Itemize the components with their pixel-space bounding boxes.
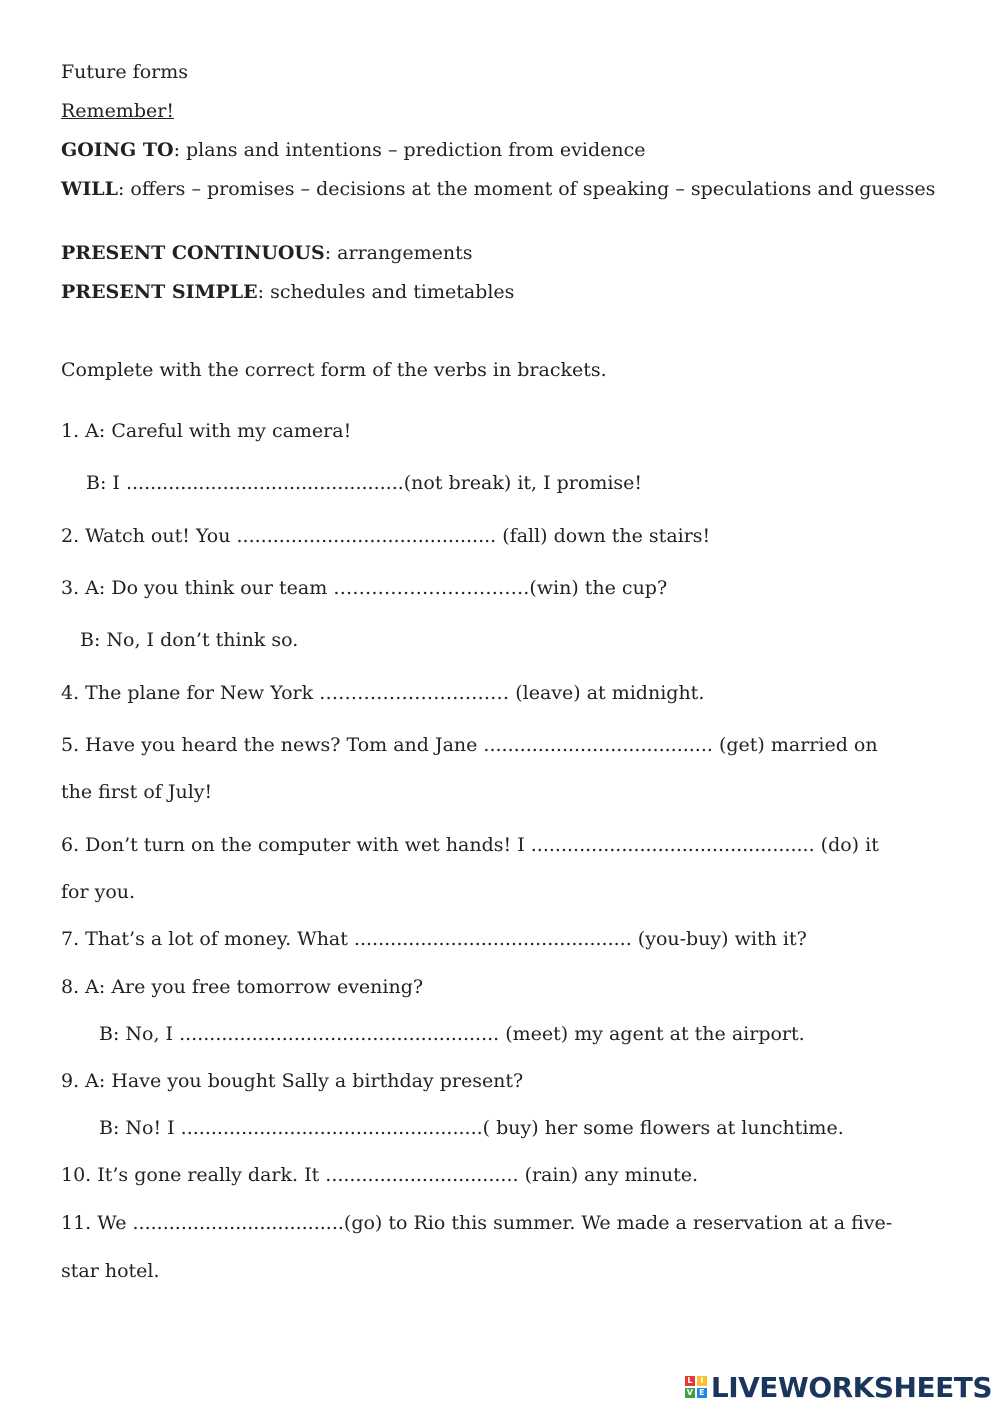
exercise-line: star hotel.: [61, 1260, 160, 1282]
logo-text: LIVEWORKSHEETS: [710, 1370, 992, 1404]
exercise-line: B: No, I don’t think so.: [80, 629, 299, 651]
remember-heading: Remember!: [61, 100, 174, 122]
exercise-line: 10. It’s gone really dark. It ................................ (rain) any minute.: [61, 1164, 698, 1186]
rule-desc: : plans and intentions – prediction from evidence: [173, 139, 646, 161]
exercise-line: 2. Watch out! You ........................................... (fall) down the stairs!: [61, 525, 711, 547]
logo-icon-letter: E: [697, 1388, 707, 1398]
liveworksheets-logo: [685, 1369, 992, 1405]
rule-term: WILL: [61, 178, 118, 200]
exercise-line: 4. The plane for New York ………………………… (leave) at midnight.: [61, 682, 705, 704]
rule-present-continuous: [61, 241, 473, 265]
rule-desc: : schedules and timetables: [257, 281, 515, 303]
exercise-line: 1. A: Careful with my camera!: [61, 420, 352, 442]
rule-going-to: [61, 138, 646, 162]
exercise-line: for you.: [61, 881, 136, 903]
rule-will: [61, 177, 941, 201]
rule-desc: : arrangements: [324, 242, 473, 264]
rule-present-simple: [61, 280, 514, 304]
exercise-line: B: No! I ..................................................( buy) her some flowers at lunchtime.: [99, 1117, 844, 1139]
page-title: Future forms: [61, 61, 188, 83]
exercise-line: 6. Don’t turn on the computer with wet hands! I ............................................... (do) it: [61, 834, 879, 856]
logo-icon: [685, 1376, 707, 1398]
exercise-line: B: I ..............................................(not break) it, I promise!: [86, 472, 643, 494]
logo-icon-letter: L: [685, 1376, 695, 1386]
instruction: Complete with the correct form of the verbs in brackets.: [61, 359, 607, 381]
exercise-line: 7. That’s a lot of money. What .............................................. (you-buy) with it?: [61, 928, 807, 950]
logo-icon-letter: V: [686, 1388, 693, 1397]
rule-term: PRESENT CONTINUOUS: [61, 242, 325, 264]
rule-term: GOING TO: [61, 139, 174, 161]
exercise-line: 9. A: Have you bought Sally a birthday present?: [61, 1070, 524, 1092]
logo-icon-letter: I: [697, 1376, 707, 1386]
exercise-line: 11. We ...................................(go) to Rio this summer. We made a reservation at a five-: [61, 1212, 893, 1234]
exercise-line: 5. Have you heard the news? Tom and Jane ...................................... (get) married on: [61, 734, 878, 756]
exercise-line: the first of July!: [61, 781, 213, 803]
rule-term: PRESENT SIMPLE: [61, 281, 258, 303]
rule-desc: : offers – promises – decisions at the moment of speaking – speculations and guesses: [117, 178, 936, 200]
exercise-line: 8. A: Are you free tomorrow evening?: [61, 976, 424, 998]
exercise-line: 3. A: Do you think our team ………………………….(win) the cup?: [61, 577, 668, 599]
exercise-line: B: No, I ..................................................... (meet) my agent at the airport.: [99, 1023, 805, 1045]
